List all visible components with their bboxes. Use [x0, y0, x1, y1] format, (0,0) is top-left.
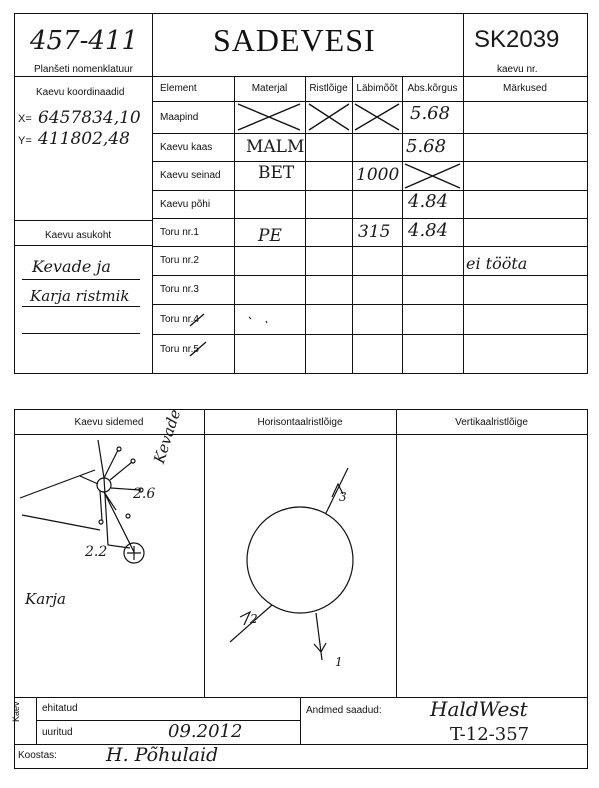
cell-abs-height: 4.84: [408, 191, 449, 212]
cell-abs-height: 5.68: [410, 103, 451, 124]
row-element: Toru nr.1: [160, 226, 199, 238]
compiled-label: Koostas:: [18, 750, 57, 761]
surveyed-label: uuritud: [42, 727, 73, 738]
pipe-label-1: 1: [335, 655, 343, 669]
location-line2: Karja ristmik: [30, 287, 130, 305]
col-header-diameter: Läbimõõt: [356, 83, 398, 94]
dimension-label: 2.6: [133, 486, 156, 502]
vertical-section-label: Vertikaalristlõige: [455, 416, 528, 428]
location-label: Kaevu asukoht: [45, 230, 112, 241]
data-from-label: Andmed saadud:: [306, 705, 382, 716]
coordinates-label: Kaevu koordinaadid: [36, 87, 125, 98]
cell-abs-height: 5.68: [406, 136, 447, 157]
footer-vertical-label: Kaev: [11, 701, 21, 722]
row-element: Toru nr.5: [160, 343, 199, 355]
y-prefix: Y=: [18, 135, 32, 147]
dimension-label: 2.2: [85, 544, 108, 560]
col-header-element: Element: [160, 83, 197, 94]
row-element: Kaevu seinad: [160, 170, 221, 181]
cell-material: PE: [258, 226, 282, 246]
x-prefix: X=: [18, 113, 32, 125]
row-element: Toru nr.4: [160, 313, 199, 325]
cell-diameter: 1000: [356, 165, 400, 185]
col-header-cross-section: Ristlõige: [309, 83, 348, 94]
row-element: Maapind: [160, 111, 199, 123]
street-label-top: Kevade: [150, 407, 185, 466]
row-element: Toru nr.2: [160, 255, 199, 266]
col-header-abs-height: Abs.kõrgus: [407, 83, 458, 94]
row-element: Kaevu põhi: [160, 198, 211, 210]
sheet-number-label: Planšeti nomenklatuur: [34, 64, 133, 75]
well-id: SK2039: [474, 26, 560, 53]
col-header-material: Materjal: [251, 83, 288, 94]
street-label-bottom: Karja: [25, 590, 66, 608]
cell-abs-height: 4.84: [408, 220, 449, 241]
cell-remarks: ei tööta: [466, 254, 528, 273]
built-label: ehitatud: [42, 703, 78, 714]
cell-diameter: 315: [358, 222, 391, 242]
surveyed-value: 09.2012: [168, 721, 243, 742]
row-element: Kaevu kaas: [160, 141, 213, 153]
data-from-value: HaldWest: [430, 697, 528, 721]
cell-material: BET: [258, 163, 295, 183]
location-line1: Kevade ja: [32, 257, 111, 276]
pipe-label-3: 3: [339, 490, 347, 504]
cell-material: MALM: [246, 137, 305, 157]
pipe-label-2: 2: [250, 612, 258, 626]
sheet-number: 457-411: [30, 26, 139, 56]
horizontal-section-label: Horisontaalristlõige: [257, 416, 343, 428]
row-element: Toru nr.3: [160, 284, 199, 295]
compiled-signature: H. Põhulaid: [106, 744, 219, 766]
col-header-remarks: Märkused: [503, 83, 547, 94]
connections-label: Kaevu sidemed: [74, 416, 144, 428]
y-value: 411802,48: [38, 129, 130, 149]
data-from-ref: T-12-357: [450, 724, 530, 745]
page-title: SADEVESI: [213, 22, 376, 58]
x-value: 6457834,10: [38, 108, 141, 128]
well-id-label: kaevu nr.: [497, 64, 538, 75]
